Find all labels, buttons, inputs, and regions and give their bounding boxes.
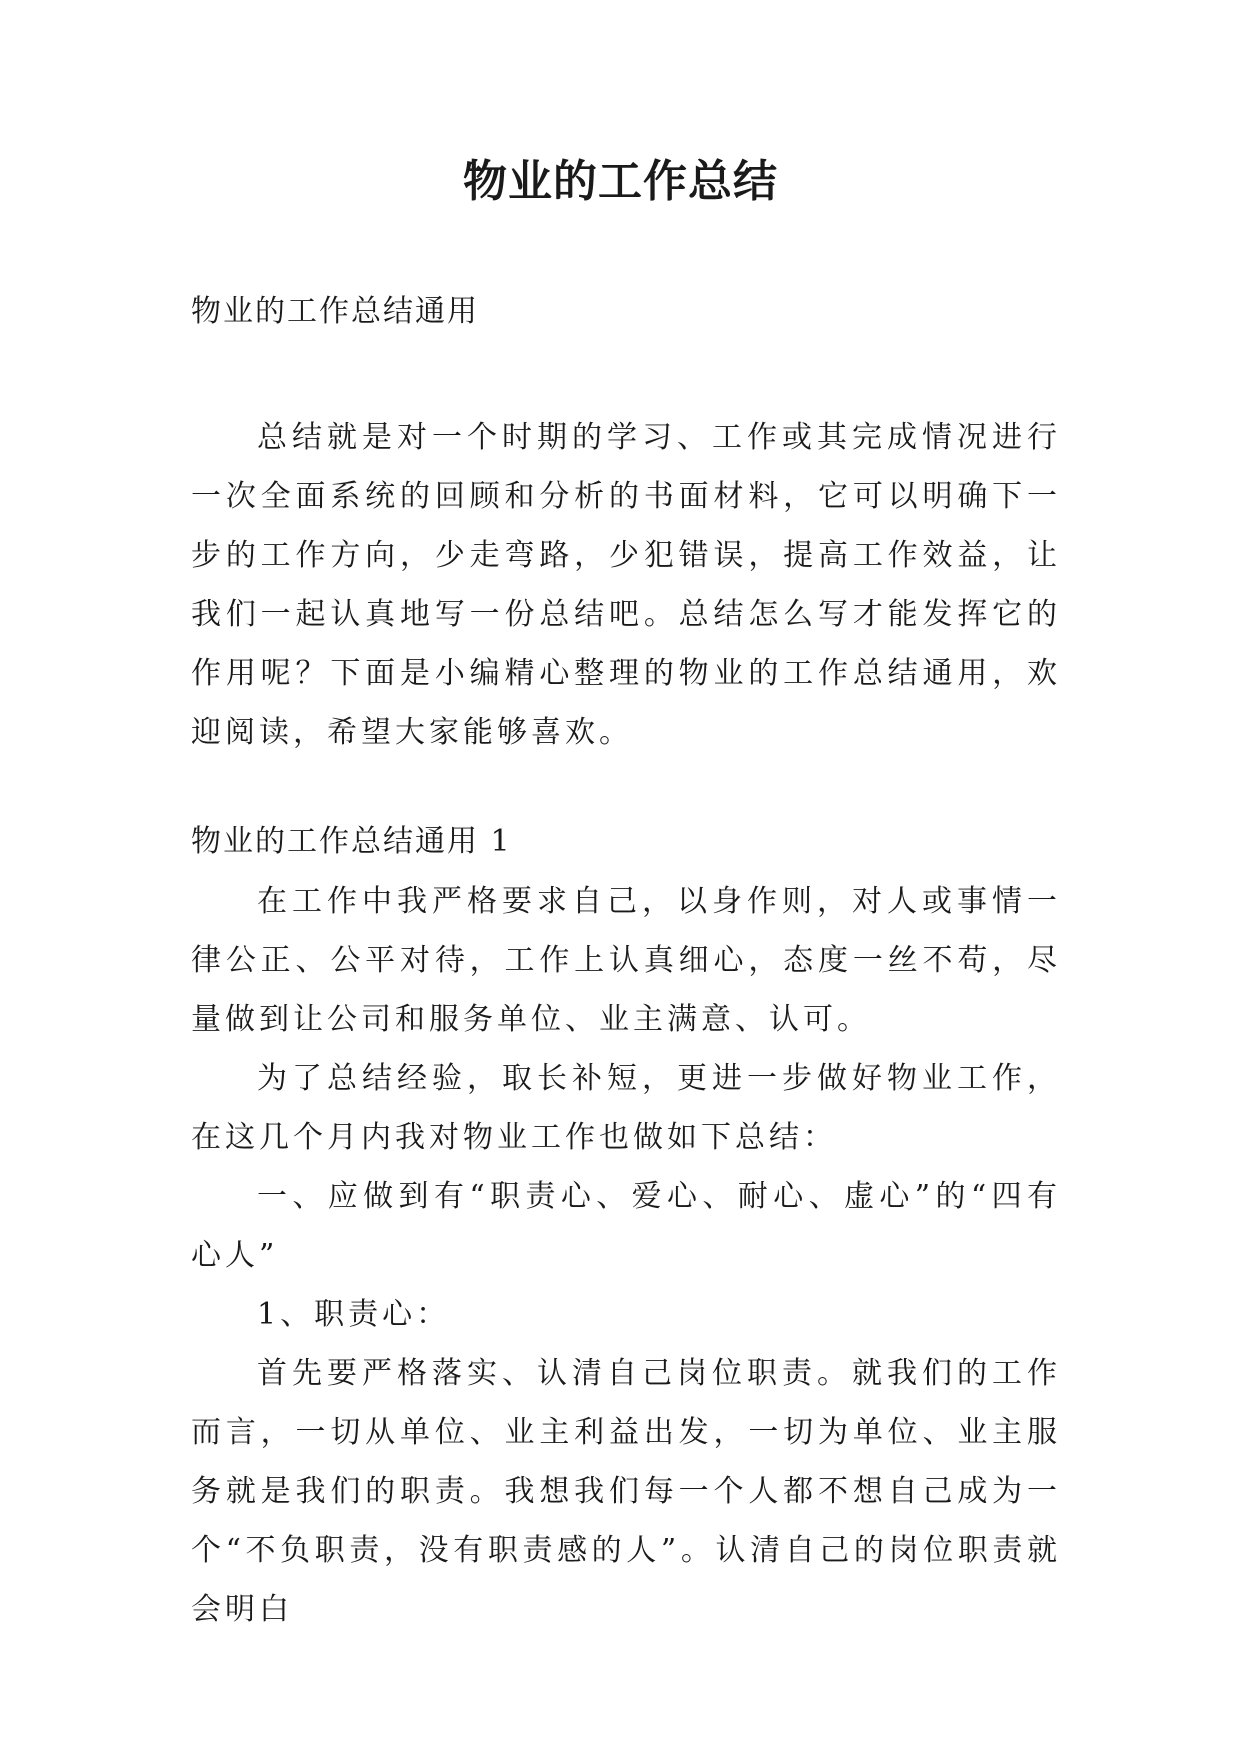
section-heading: 物业的工作总结通用 1 [191,824,512,859]
intro-block [191,408,1061,762]
paragraph: 一、应做到有“职责心、爱心、耐心、虚心”的“四有心人” [191,1179,1061,1273]
document-title: 物业的工作总结 [463,156,778,207]
paragraph: 首先要严格落实、认清自己岗位职责。就我们的工作而言，一切从单位、业主利益出发，一切为单位、业主服务就是我们的职责。我想我们每一个人都不想自己成为一个“不负职责，没有职责感的人”。认清自己的岗位职责就会明白 [191,1356,1061,1627]
paragraph: 在工作中我严格要求自己，以身作则，对人或事情一律公正、公平对待，工作上认真细心，态度一丝不苟，尽量做到让公司和服务单位、业主满意、认可。 [191,884,1061,1037]
section-content [191,872,1061,1639]
document-subtitle: 物业的工作总结通用 [191,294,479,329]
paragraph: 1、职责心： [257,1297,451,1332]
intro-paragraph: 总结就是对一个时期的学习、工作或其完成情况进行一次全面系统的回顾和分析的书面材料，它可以明确下一步的工作方向，少走弯路，少犯错误，提高工作效益，让我们一起认真地写一份总结吧。总结怎么写才能发挥它的作用呢？下面是小编精心整理的物业的工作总结通用，欢迎阅读，希望大家能够喜欢。 [191,420,1061,750]
paragraph: 为了总结经验，取长补短，更进一步做好物业工作，在这几个月内我对物业工作也做如下总结： [191,1061,1061,1155]
